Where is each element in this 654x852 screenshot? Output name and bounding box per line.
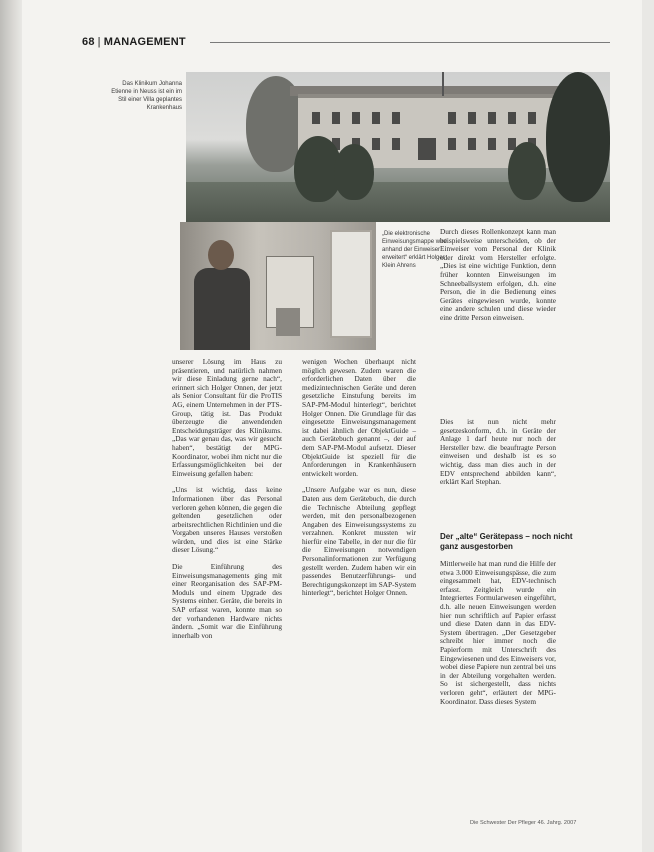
header-rule xyxy=(210,42,610,43)
lawn xyxy=(186,182,610,222)
binding-edge xyxy=(0,0,22,852)
window xyxy=(330,230,372,338)
device-stand xyxy=(276,308,300,336)
top-photo-caption: Das Klinikum Johanna Etienne in Neuss ist ein im Stil einer Villa geplantes Krankenhaus xyxy=(111,81,182,111)
text-column-3-bottom xyxy=(440,560,556,714)
subheading: Der „alte“ Gerätepass – noch nicht ganz ausgestorben xyxy=(440,532,573,551)
paragraph: Die Einführung des Einweisungsmanagements ging mit einer Reorganisation des SAP-PM-Moduls und einem Upgrade des Systems einher. Geräte, die bereits in SAP erfasst waren, konnte man so der vorhandenen Hardware nichts ändern. „Somit war die Einführung innerhalb von xyxy=(172,562,282,640)
paragraph: Durch dieses Rollenkonzept kann man beispielsweise unterscheiden, ob der Einweiser vom Personal der Klinik oder direkt vom Hersteller erfolgte. „Dies ist eine wichtige Funktion, denn früher konnten Einweisungen im Schneeballsystem erfolgen, d.h. eine Person, die in die Bedienung eines Gerätes eingewiesen wurde, konnte eine andere schulen und diese wieder eine dritte Person einweisen. xyxy=(440,227,556,322)
text-column-1 xyxy=(172,358,282,648)
device-photo xyxy=(180,222,376,350)
paragraph: „Uns ist wichtig, dass keine Informationen über das Personal verloren gehen können, die gegen die geltenden gesetzlichen oder arbeitsrechtlichen Richtlinien und die Vorgaben unseres Hauses verstoßen würden, und dies ist eine Stärke dieser Lösung.“ xyxy=(172,485,282,555)
device-photo-caption: „Die elektronische Einweisungsmappe wird anhand der Einweiser erweitert“ erklärt Holger Klein Ahrens xyxy=(382,231,447,269)
section-title: MANAGEMENT xyxy=(103,36,186,48)
flagpole xyxy=(442,72,444,96)
text-column-2 xyxy=(302,358,416,606)
text-column-3-middle xyxy=(440,418,556,495)
person-body xyxy=(194,268,250,350)
text-column-3-top xyxy=(440,228,556,331)
person-head xyxy=(208,240,234,270)
page-footer: Die Schwester Der Pfleger 46. Jahrg. 2007 xyxy=(470,820,577,826)
paragraph: wenigen Wochen überhaupt nicht möglich gewesen. Zudem waren die erforderlichen Daten über die medizintechnischen Geräte und deren gesetzliche Einstufung bereits im SAP-PM-Modul hinterlegt“, berichtet Holger Onnen. Die Grundlage für das eingesetzte Einweisungsmanagement ist dabei ähnlich der ObjektGuide – auch Gerätebuch genannt –, der auf dem SAP-PM-Modul aufsetzt. Dieser ObjektGuide ist speziell für die Anforderungen in Krankenhäusern entwickelt worden. xyxy=(302,357,416,478)
large-tree xyxy=(546,72,610,202)
page-number: 68 xyxy=(82,36,95,48)
paragraph: unserer Lösung im Haus zu präsentieren, und natürlich nahmen wir diese Einladung gerne nach“, erinnert sich Holger Onnen, der jetzt als Senior Consultant für die ProTIS AG, einem Unternehmen in der PTS-Group, tätig ist. Das Produkt überzeugte die anwendenden Entscheidungsträger des Klinikums. „Das war genau das, was wir gesucht haben“, bestätigt der MPG-Koordinator, wobei ihm nicht nur die Erfassungsmöglichkeiten bei der Einweisung gefallen haben: xyxy=(172,357,282,478)
paragraph: „Unsere Aufgabe war es nun, diese Daten aus dem Gerätebuch, die durch die Technische Abteilung gepflegt werden, mit den personalbezogenen Angaben des Einweisungssystems zu verzahnen. Konkret mussten wir hierfür eine Tabelle, in der nur die für die Einweisungen notwendigen Personalinformationen zur Verfügung gestellt werden. Zudem haben wir ein passendes Benutzerführungs- und Berechtigungskonzept im SAP-System hinterlegt“, berichtet Holger Onnen. xyxy=(302,485,416,598)
page-header xyxy=(82,36,186,48)
conifer-tree xyxy=(508,142,546,200)
paragraph: Dies ist nun nicht mehr gesetzeskonform, d.h. in Geräte der Anlage 1 darf heute nur noch der Hersteller bzw. die beauftragte Person einweisen und deshalb ist es so wichtig, dass man dies auch in der EDV entsprechend abbilden kann“, erklärt Karl Stephan. xyxy=(440,417,556,487)
conifer-tree xyxy=(334,144,374,200)
paragraph: Mittlerweile hat man rund die Hilfe der etwa 3.000 Einweisungspässe, die zum eingesammelt hat, EDV-technisch erfasst. Zeitgleich wurde ein Integriertes Formularwesen eingeführt, d.h. alle neuen Einweisungen werden hier nun schriftlich auf Papier erfasst und diese Daten dann in das EDV-System übertragen. „Der Gesetzgeber schreibt hier immer noch die Papierform mit Unterschrift des Eingewiesenen und des Einweisers vor, wobei diese Papiere nun zentral bei uns in der Abteilung vorgehalten werden. So ist sichergestellt, dass nichts verloren geht“, erläutert der MPG-Koordinator. Dass dieses System xyxy=(440,559,556,706)
header-separator: | xyxy=(97,36,101,48)
clinic-building-photo xyxy=(186,72,610,222)
